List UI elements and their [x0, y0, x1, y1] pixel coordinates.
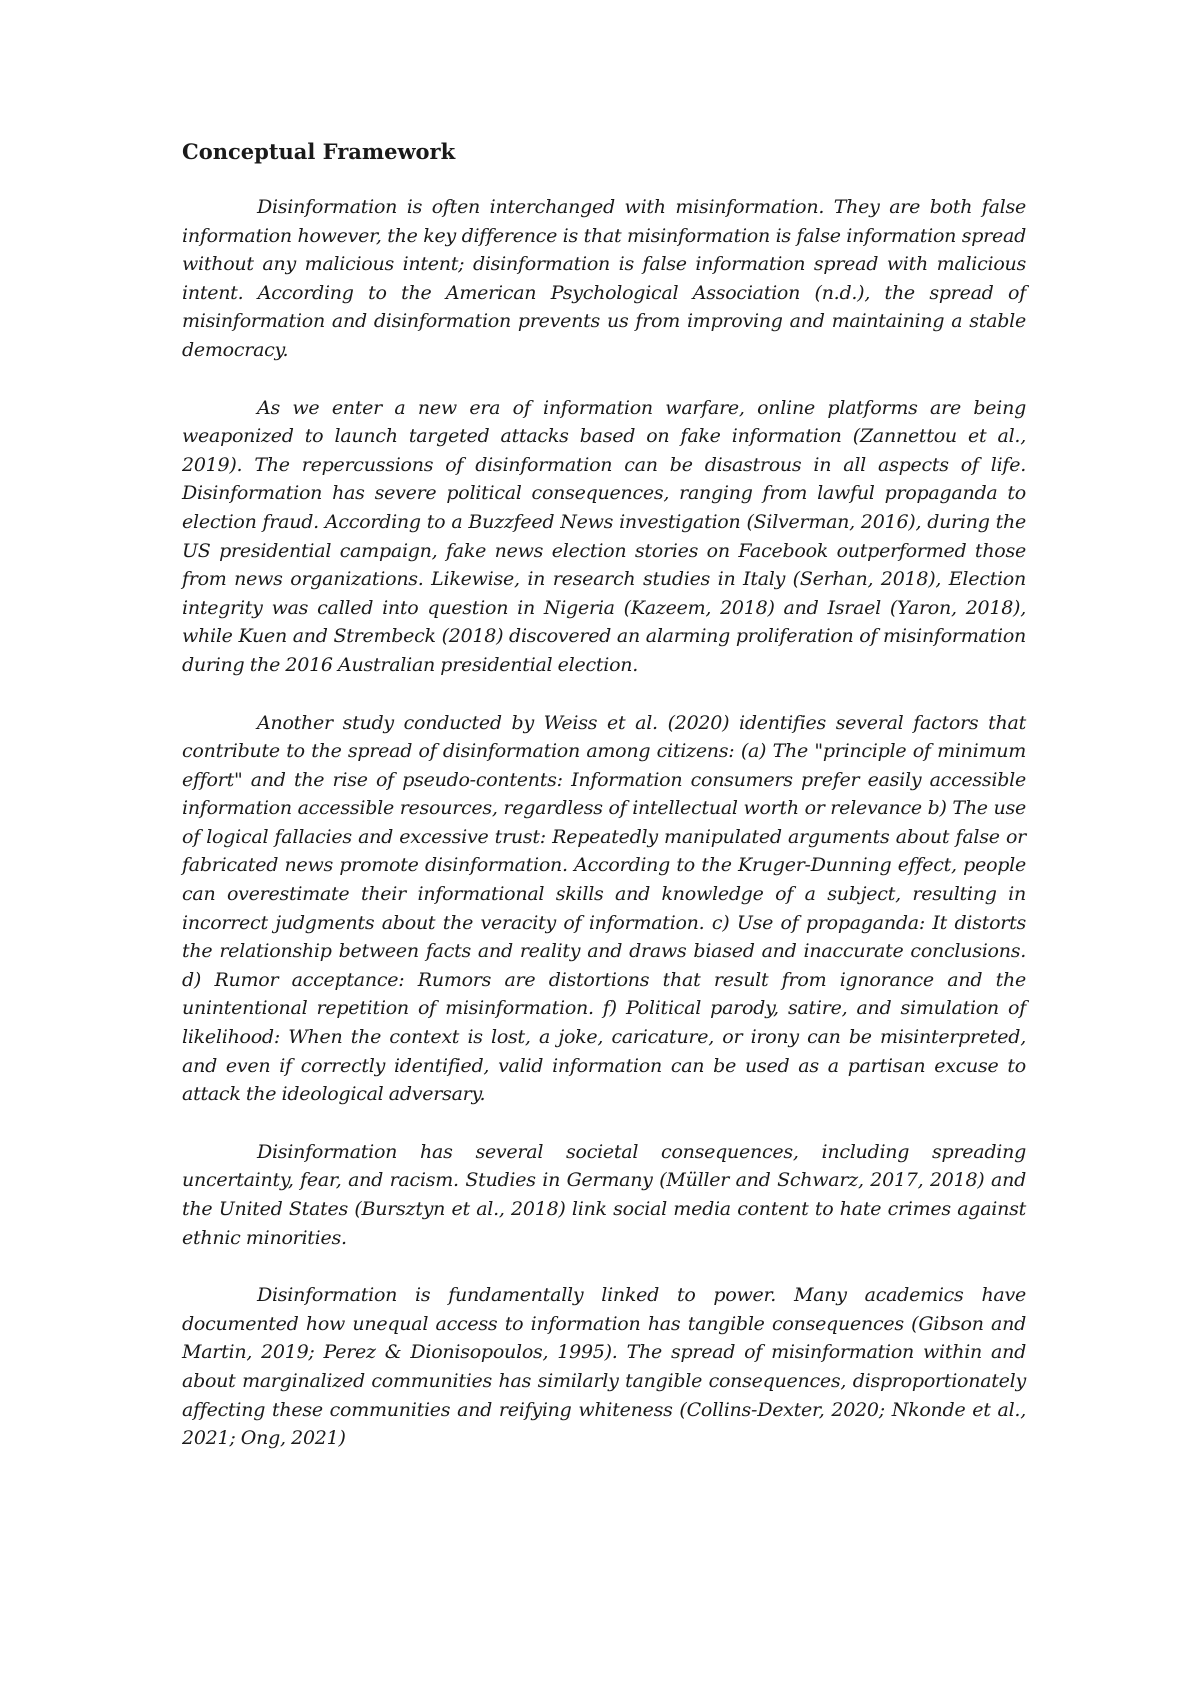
paragraph-contributing-factors: Another study conducted by Weiss et al. (2020) identifies several factors that contribute to the spread of disinformation among citizens: (a) The "principle of minimum effort" and the rise of pseudo-contents: Information consumers prefer easily accessible information accessible resources, regardless of intellectual worth or relevance b) The use of logical fallacies and excessive trust: Repeatedly manipulated arguments about false or fabricated news promote disinformation. According to the Kruger-Dunning effect, people can overestimate their informational skills and knowledge of a subject, resulting in incorrect judgments about the veracity of information. c) Use of propaganda: It distorts the relationship between facts and reality and draws biased and inaccurate conclusions. d) Rumor acceptance: Rumors are distortions that result from ignorance and the unintentional repetition of misinformation. f) Political parody, satire, and simulation of likelihood: When the context is lost, a joke, caricature, or irony can be misinterpreted, and even if correctly identified, valid information can be used as a partisan excuse to attack the ideological adversary.: [182, 711, 1026, 1106]
paragraph-power-and-access: Disinformation is fundamentally linked to power. Many academics have documented how unequal access to information has tangible consequences (Gibson and Martin, 2019; Perez & Dionisopoulos, 1995). The spread of misinformation within and about marginalized communities has similarly tangible consequences, disproportionately affecting these communities and reifying whiteness (Collins-Dexter, 2020; Nkonde et al., 2021; Ong, 2021): [182, 1284, 1026, 1450]
section-heading: Conceptual Framework: [182, 139, 456, 164]
paragraph-disinformation-definition: Disinformation is often interchanged with misinformation. They are both false information however, the key difference is that misinformation is false information spread without any malicious intent; disinformation is false information spread with malicious intent. According to the American Psychological Association (n.d.), the spread of misinformation and disinformation prevents us from improving and maintaining a stable democracy.: [182, 196, 1026, 361]
paragraph-societal-consequences: Disinformation has several societal consequences, including spreading uncertainty, fear, and racism. Studies in Germany (Müller and Schwarz, 2017, 2018) and the United States (Bursztyn et al., 2018) link social media content to hate crimes against ethnic minorities.: [182, 1140, 1026, 1249]
document-body: [182, 138, 1026, 1482]
paragraph-information-warfare: As we enter a new era of information warfare, online platforms are being weaponized to launch targeted attacks based on fake information (Zannettou et al., 2019). The repercussions of disinformation can be disastrous in all aspects of life. Disinformation has severe political consequences, ranging from lawful propaganda to election fraud. According to a Buzzfeed News investigation (Silverman, 2016), during the US presidential campaign, fake news election stories on Facebook outperformed those from news organizations. Likewise, in research studies in Italy (Serhan, 2018), Election integrity was called into question in Nigeria (Kazeem, 2018) and Israel (Yaron, 2018), while Kuen and Strembeck (2018) discovered an alarming proliferation of misinformation during the 2016 Australian presidential election.: [182, 396, 1026, 676]
